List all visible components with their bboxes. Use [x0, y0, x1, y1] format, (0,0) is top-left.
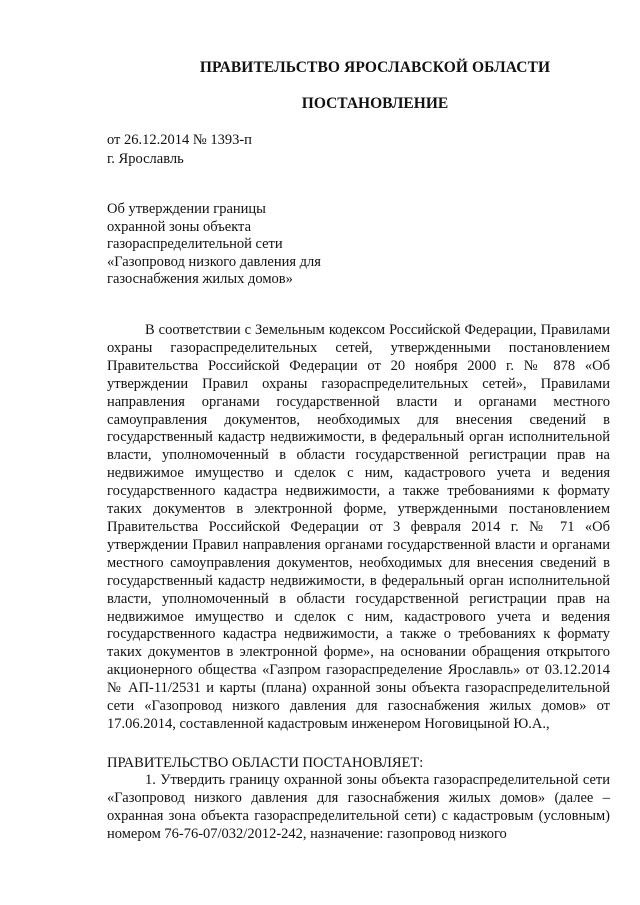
- subject-line: Об утверждении границы: [107, 201, 266, 217]
- resolves-heading: ПРАВИТЕЛЬСТВО ОБЛАСТИ ПОСТАНОВЛЯЕТ:: [107, 755, 424, 771]
- document-meta: [107, 131, 252, 169]
- city: г. Ярославль: [107, 151, 184, 167]
- subject-line: «Газопровод низкого давления для: [107, 253, 321, 270]
- date-number: от 26.12.2014 № 1393-п: [107, 132, 252, 148]
- document-type: ПОСТАНОВЛЕНИЕ: [301, 95, 449, 112]
- subject-line: газоснабжения жилых домов»: [107, 271, 293, 287]
- subject-line: охранной зоны объекта: [107, 218, 252, 235]
- preamble-paragraph: В соответствии с Земельным кодексом Российской Федерации, Правилами охраны газораспределительных сетей, утвержденными постановлением Правительства Российской Федерации от 20 ноября 2000 г. № 878 «Об утверждении Правил охраны газораспределительных сетей», Правилами направления органами государственной власти и органами местного самоуправления документов, необходимых для внесения сведений в государственный кадастр недвижимости, в федеральный орган исполнительной власти, уполномоченный в области государственной регистрации прав на недвижимое имущество и сделок с ним, кадастрового учета и ведения государственного кадастра недвижимости, а также требованиями к формату таких документов в электронной форме, утвержденными постановлением Правительства Российской Федерации от 3 февраля 2014 г. № 71 «Об утверждении Правил направления органами государственной власти и органами местного самоуправления документов, необходимых для внесения сведений в государственный кадастр недвижимости, в федеральный орган исполнительной власти, уполномоченный в области государственной регистрации прав на недвижимое имущество и сделок с ним, кадастрового учета и ведения государственного кадастра недвижимости, а также о требованиях к формату таких документов в электронной форме», на основании обращения открытого акционерного общества «Газпром газораспределение Ярославль» от 03.12.2014 № АП-11/2531 и карты (плана) охранной зоны объекта газораспределительной сети «Газопровод низкого давления для газоснабжения жилых домов» от 17.06.2014, составленной кадастровым инженером Ноговицыной Ю.А.,: [107, 322, 610, 732]
- government-title: ПРАВИТЕЛЬСТВО ЯРОСЛАВСКОЙ ОБЛАСТИ: [199, 59, 551, 76]
- item-1-paragraph: 1. Утвердить границу охранной зоны объекта газораспределительной сети «Газопровод низкого давления для газоснабжения жилых домов» (далее – охранная зона объекта газораспределительной сети) с кадастровым (условным) номером 76-76-07/032/2012-242, назначение: газопровод низкого: [107, 772, 610, 842]
- document-subject: [107, 201, 321, 289]
- subject-line: газораспределительной сети: [107, 236, 283, 252]
